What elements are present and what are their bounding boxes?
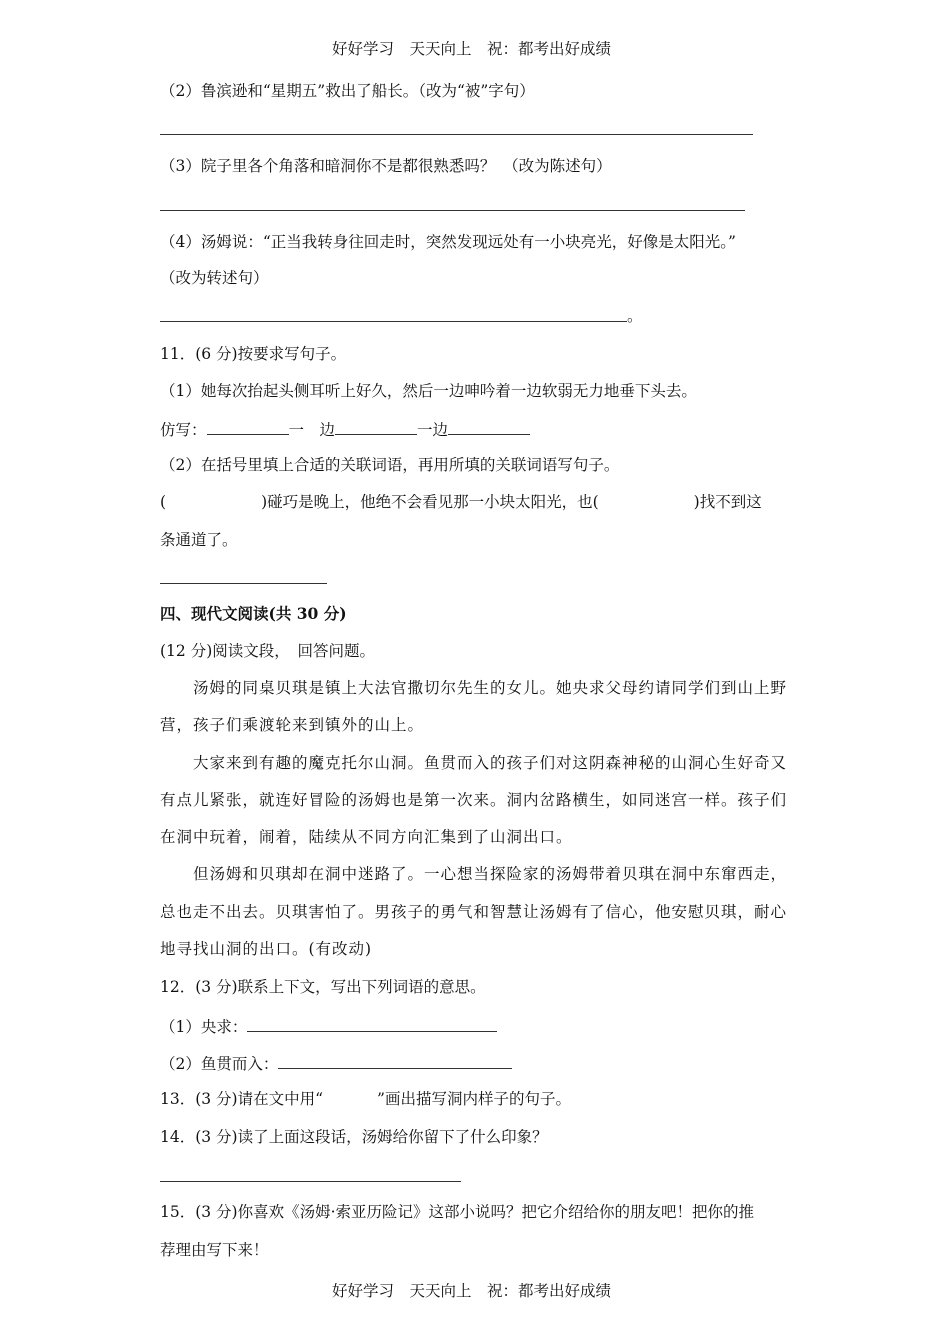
section-4-intro: (12 分)阅读文段， 回答问题。 [160, 642, 375, 660]
answer-line[interactable] [160, 321, 627, 322]
q15-line-1: 15．(3 分)你喜欢《汤姆·索亚历险记》这部小说吗？把它介绍给你的朋友吧！把你的推 [160, 1203, 755, 1221]
passage-line: 在洞中玩着，闹着，陆续从不同方向汇集到了山洞出口。 [160, 828, 573, 846]
fill-middle: )碰巧是晚上，他绝不会看见那一小块太阳光，也( [261, 493, 599, 511]
fill-end: )找不到这 [693, 493, 762, 511]
section-4-title: 四、现代文阅读(共 30 分) [160, 604, 347, 623]
passage-line: 总也走不出去。贝琪害怕了。男孩子的勇气和智慧让汤姆有了信心，他安慰贝琪，耐心 [160, 903, 788, 921]
q14-title: 14．(3 分)读了上面这段话，汤姆给你留下了什么印象？ [160, 1128, 548, 1146]
passage-line: 地寻找山洞的出口。(有改动) [160, 940, 373, 958]
answer-line[interactable] [160, 1181, 461, 1182]
q13-part-a: 13．(3 分)请在文中用“ [160, 1090, 324, 1108]
answer-line[interactable] [160, 583, 327, 584]
imitate-blank-2[interactable] [335, 418, 417, 435]
q10-sentence-4: （4）汤姆说：“正当我转身往回走时，突然发现远处有一小块亮光，好像是太阳光。” [160, 233, 736, 251]
q12-item-1-label: （1）央求： [160, 1018, 248, 1036]
passage-line: 但汤姆和贝琪却在洞中迷路了。一心想当探险家的汤姆带着贝琪在洞中东窜西走， [193, 865, 788, 883]
imitate-yibian-1: 一 边 [288, 421, 336, 439]
q13-part-b: ”画出描写洞内样子的句子。 [377, 1090, 571, 1108]
q10-sentence-3: （3）院子里各个角落和暗洞你不是都很熟悉吗？ （改为陈述句） [160, 157, 612, 175]
answer-line[interactable] [160, 134, 753, 135]
q11-sentence-2: （2）在括号里填上合适的关联词语，再用所填的关联词语写句子。 [160, 456, 620, 474]
passage-line: 营，孩子们乘渡轮来到镇外的山上。 [160, 716, 425, 734]
imitate-blank-3[interactable] [448, 418, 530, 435]
page-header: 好好学习 天天向上 祝：都考出好成绩 [332, 40, 612, 58]
q12-item-1 [160, 1015, 497, 1037]
fill-open-1: ( [160, 493, 167, 511]
q12-title: 12．(3 分)联系上下文，写出下列词语的意思。 [160, 978, 486, 996]
q13 [160, 1089, 571, 1109]
q11-title: 11．(6 分)按要求写句子。 [160, 345, 347, 363]
passage-line: 汤姆的同桌贝琪是镇上大法官撒切尔先生的女儿。她央求父母约请同学们到山上野 [193, 679, 788, 697]
imitate-yibian-2: 一边 [417, 421, 449, 439]
page-footer: 好好学习 天天向上 祝：都考出好成绩 [332, 1282, 612, 1300]
passage-line: 大家来到有趣的魔克托尔山洞。鱼贯而入的孩子们对这阴森神秘的山洞心生好奇又 [193, 754, 788, 772]
passage-line: 有点儿紧张，就连好冒险的汤姆也是第一次来。洞内岔路横生，如同迷宫一样。孩子们 [160, 791, 788, 809]
q12-blank-2[interactable] [278, 1052, 512, 1069]
imitate-blank-1[interactable] [207, 418, 289, 435]
q15-line-2: 荐理由写下来！ [160, 1241, 269, 1259]
q10-sentence-4-instruction: （改为转述句） [160, 269, 269, 287]
q12-item-2 [160, 1052, 512, 1074]
q12-item-2-label: （2）鱼贯而入： [160, 1055, 279, 1073]
q11-imitate [160, 418, 530, 440]
imitate-label: 仿写： [160, 421, 207, 439]
q10-sentence-2: （2）鲁滨逊和“星期五”救出了船长。（改为“被”字句） [160, 82, 535, 100]
q12-blank-1[interactable] [247, 1015, 497, 1032]
q11-sentence-1: （1）她每次抬起头侧耳听上好久，然后一边呻吟着一边软弱无力地垂下头去。 [160, 382, 697, 400]
q11-fill-continuation: 条通道了。 [160, 531, 238, 549]
answer-line[interactable] [160, 210, 745, 211]
q11-fill-line [160, 492, 762, 512]
q10-sentence-4-end: 。 [627, 307, 643, 325]
